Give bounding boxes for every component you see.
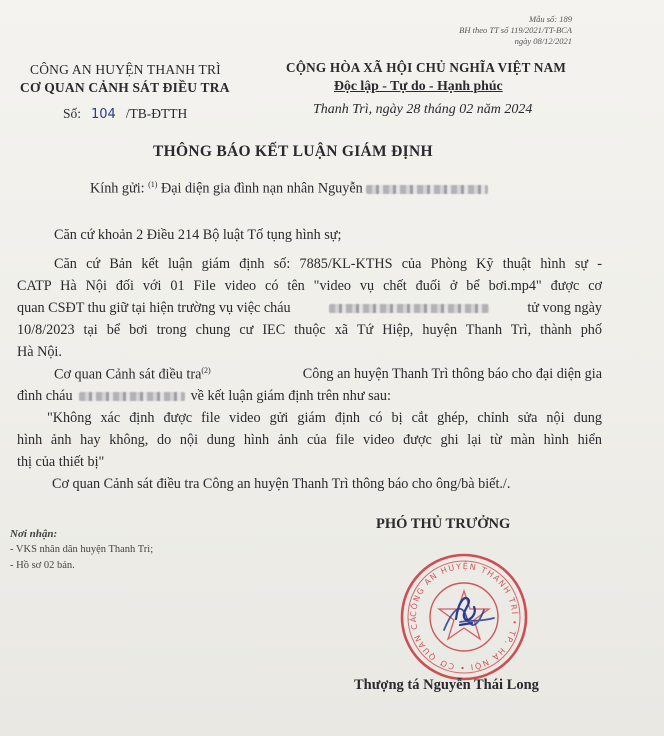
- signer-name: Thượng tá Nguyễn Thái Long: [354, 677, 539, 693]
- pen-signature-icon: [440, 600, 500, 640]
- notice-footnote-mark: (2): [201, 366, 211, 375]
- form-number: Mẫu số: 189: [529, 14, 572, 24]
- country-name: CỘNG HÒA XÃ HỘI CHỦ NGHĨA VIỆT NAM: [286, 60, 566, 75]
- notice-line-1: [54, 366, 602, 384]
- handwritten-number: 104: [90, 107, 116, 122]
- redacted-child-name: [79, 392, 185, 401]
- form-reference: [459, 14, 572, 47]
- svg-text:CÔNG AN HUYỆN THANH TRÌ • TP.: CÔNG AN HUYỆN THANH TRÌ • TP. HÀ NỘI • CƠ QUAN CẢ: [408, 561, 520, 673]
- recipient-item: - Hồ sơ 02 bản.: [10, 560, 75, 571]
- recipient-label: Kính gửi:: [90, 180, 145, 197]
- number-suffix: /TB-ĐTTH: [125, 106, 188, 121]
- recipients-label: Nơi nhận:: [10, 528, 58, 540]
- closing-statement: Cơ quan Cảnh sát điều tra Công an huyện Thanh Trì thông báo cho ông/bà biết./.: [52, 476, 511, 492]
- legal-basis-2-line-1: Căn cứ Bản kết luận giám định số: 7885/KL-KTHS của Phòng Kỹ thuật hình sự -: [54, 256, 602, 272]
- notice-about: về kết luận giám định trên như sau:: [190, 388, 391, 404]
- legal-basis-2-line-4: 10/8/2023 tại bể bơi trong chung cư IEC thuộc xã Tứ Hiệp, huyện Thanh Trì, thành phố: [17, 322, 602, 338]
- form-circular: BH theo TT số 119/2021/TT-BCA: [459, 25, 572, 35]
- recipient-footnote-mark: (1): [148, 180, 158, 189]
- redacted-victim-name: [329, 304, 489, 313]
- conclusion-line-1: "Không xác định được file video gửi giám định có bị cắt ghép, chỉnh sửa nội dung: [47, 410, 602, 426]
- redacted-name: [366, 185, 488, 194]
- notice-family: đình cháu: [17, 388, 73, 404]
- document-number: [63, 106, 187, 122]
- signature-scribble: [440, 600, 500, 645]
- line-3-end: tử vong ngày: [527, 300, 602, 316]
- legal-basis-1: Căn cứ khoản 2 Điều 214 Bộ luật Tố tụng hình sự;: [54, 227, 342, 243]
- conclusion-line-2: hình ảnh hay không, do nội dung hình ảnh của file video được ghi lại từ màn hình hiển: [17, 432, 602, 448]
- notice-line-2: [17, 388, 391, 405]
- notice-text: Công an huyện Thanh Trì thông báo cho đại diện gia: [302, 366, 602, 382]
- place-date: Thanh Trì, ngày 28 tháng 02 năm 2024: [313, 102, 533, 117]
- recipients-block: [10, 526, 153, 574]
- form-date: ngày 08/12/2021: [514, 36, 572, 46]
- signer-position: PHÓ THỦ TRƯỞNG: [376, 516, 511, 532]
- legal-basis-2-line-5: Hà Nội.: [17, 344, 62, 360]
- conclusion-line-3: thị của thiết bị": [17, 454, 105, 470]
- issuing-office: CƠ QUAN CẢNH SÁT ĐIỀU TRA: [20, 80, 230, 95]
- recipient-line: [90, 180, 488, 198]
- legal-basis-2-line-3: [17, 300, 602, 317]
- line-3-start: quan CSĐT thu giữ tại hiện trường vụ việc cháu: [17, 300, 291, 316]
- recipient-item: - VKS nhân dân huyện Thanh Trì;: [10, 544, 154, 555]
- issuing-agency: CÔNG AN HUYỆN THANH TRÌ: [30, 62, 221, 77]
- notice-agency: Cơ quan Cảnh sát điều tra: [54, 366, 202, 383]
- number-prefix: Số:: [63, 106, 82, 121]
- document-title: THÔNG BÁO KẾT LUẬN GIÁM ĐỊNH: [153, 143, 433, 160]
- legal-basis-2-line-2: CATP Hà Nội đối với 01 File video có tên "video vụ chết đuối ở bể bơi.mp4" được cơ: [17, 278, 602, 294]
- national-motto: Độc lập - Tự do - Hạnh phúc: [334, 78, 503, 93]
- recipient-text: Đại diện gia đình nạn nhân Nguyễn: [161, 180, 363, 197]
